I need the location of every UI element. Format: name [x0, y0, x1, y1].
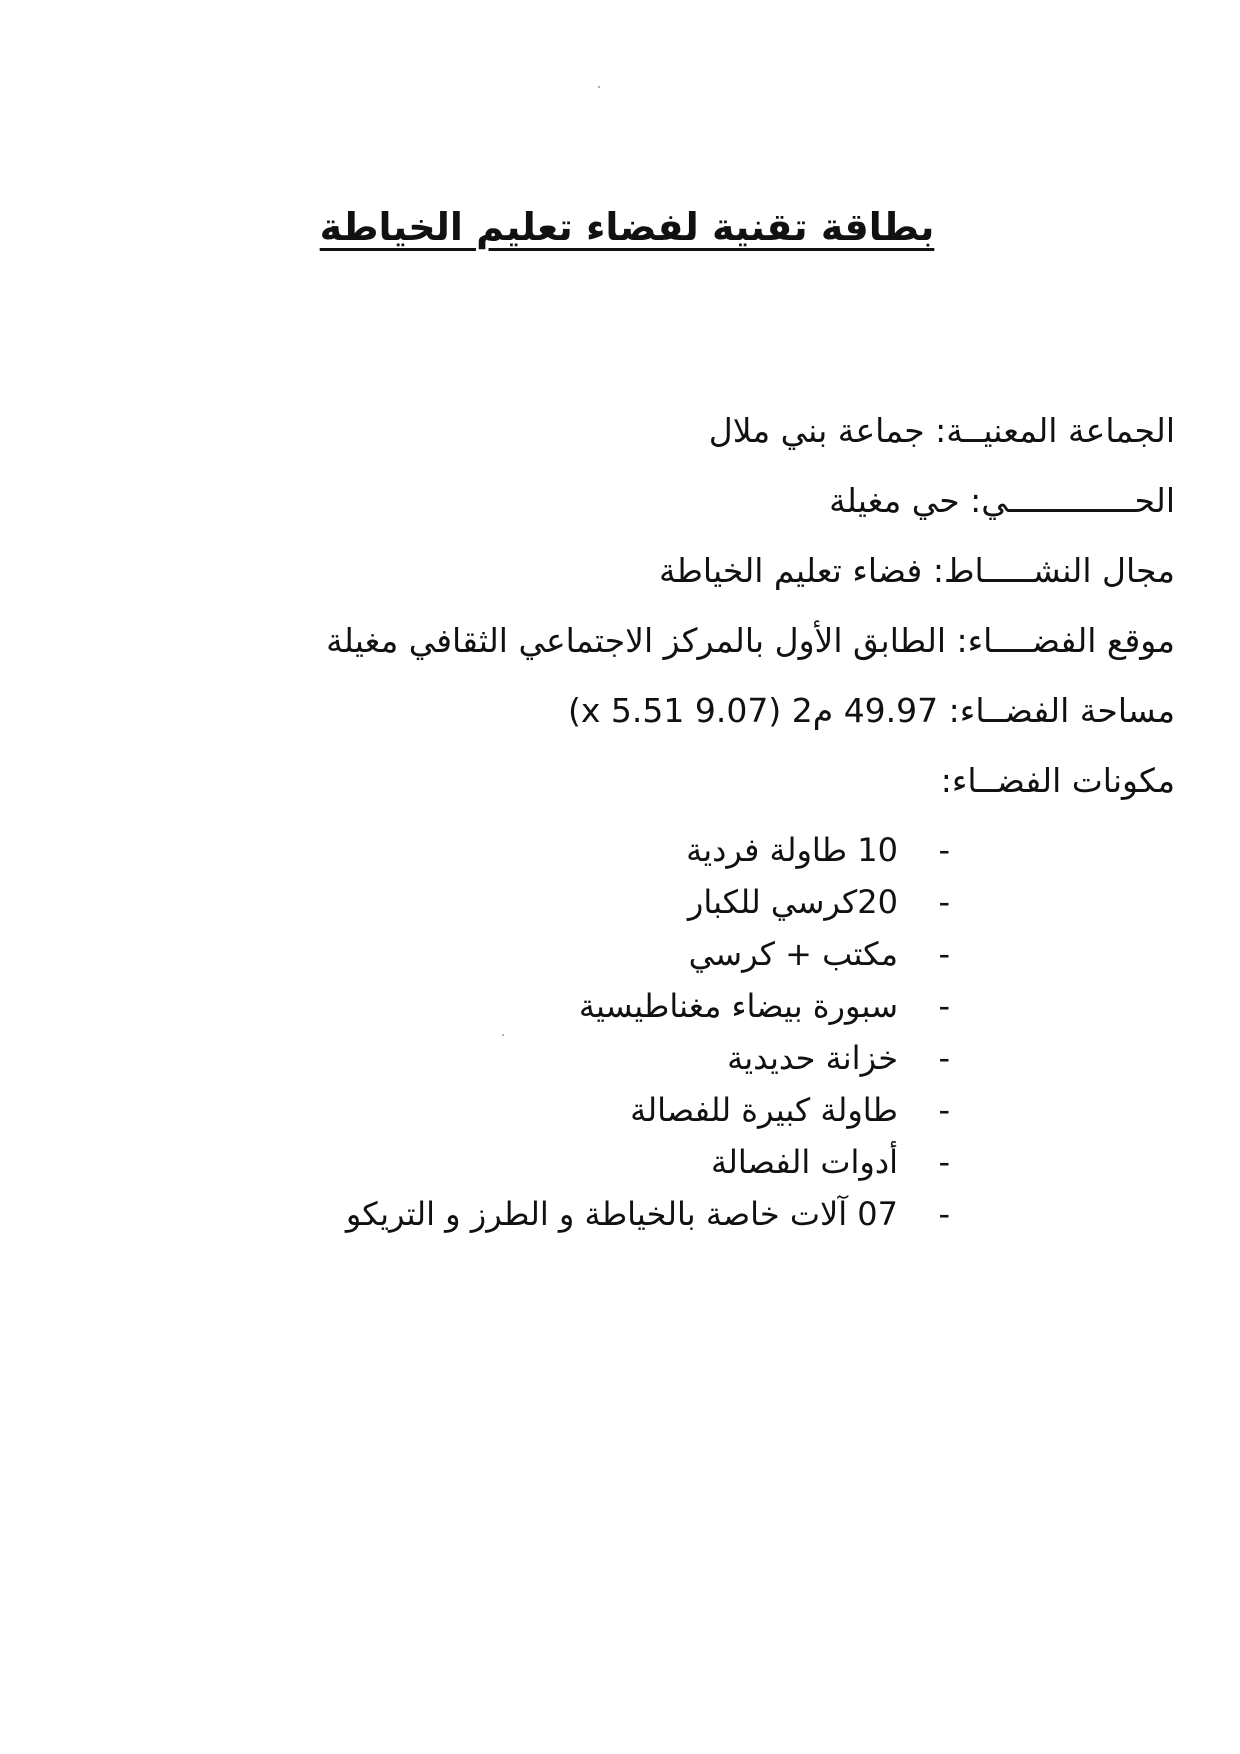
list-marker: -: [938, 1039, 950, 1077]
list-item: [250, 876, 950, 928]
field-value: الطابق الأول بالمركز الاجتماعي الثقافي مغيلة: [326, 621, 957, 660]
list-item: [250, 1136, 950, 1188]
list-marker: -: [938, 935, 950, 973]
list-item: [250, 1032, 950, 1084]
field-value: 49.97 م2 (9.07 x 5.51): [568, 691, 949, 730]
field-value: فضاء تعليم الخياطة: [658, 551, 933, 590]
field-district: [275, 474, 1175, 544]
list-marker: -: [938, 831, 950, 869]
list-item-text: سبورة بيضاء مغناطيسية: [578, 987, 898, 1025]
field-label: مساحة الفضــاء: [959, 691, 1175, 730]
list-marker: -: [938, 987, 950, 1025]
list-item-text: 10 طاولة فردية: [686, 831, 898, 869]
list-item-text: أدوات الفصالة: [710, 1143, 898, 1181]
field-separator: :: [948, 691, 960, 730]
list-marker: -: [938, 1091, 950, 1129]
field-value: حي مغيلة: [829, 481, 971, 520]
field-separator: :: [970, 481, 982, 520]
field-commune: [275, 404, 1175, 474]
field-value: جماعة بني ملال: [708, 411, 936, 450]
list-item: [250, 980, 950, 1032]
list-marker: -: [938, 1143, 950, 1181]
field-label: الحـــــــــــــي: [981, 481, 1175, 520]
list-item: [250, 1188, 950, 1240]
field-components-heading: [275, 754, 1175, 824]
field-location: [275, 614, 1175, 684]
field-label: مجال النشـــــاط: [943, 551, 1175, 590]
field-separator: :: [940, 761, 952, 800]
list-item-text: 20كرسي للكبار: [687, 883, 898, 921]
list-item-text: طاولة كبيرة للفصالة: [630, 1091, 898, 1129]
list-item-text: مكتب + كرسي: [688, 935, 898, 973]
scan-speck: [598, 86, 600, 88]
document-title: بطاقة تقنية لفضاء تعليم الخياطة: [319, 205, 935, 249]
list-item-text: خزانة حديدية: [727, 1039, 898, 1077]
components-list: [250, 824, 950, 1240]
info-fields: [275, 404, 1175, 824]
field-separator: :: [956, 621, 968, 660]
list-marker: -: [938, 883, 950, 921]
list-item-text: 07 آلات خاصة بالخياطة و الطرز و التريكو: [345, 1195, 898, 1233]
list-item: [250, 1084, 950, 1136]
field-area: [275, 684, 1175, 754]
list-item: [250, 928, 950, 980]
field-label: الجماعة المعنيــة: [946, 411, 1175, 450]
field-label: مكونات الفضــاء: [951, 761, 1175, 800]
field-activity: [275, 544, 1175, 614]
title-container: [0, 200, 1240, 254]
field-label: موقع الفضــــاء: [967, 621, 1175, 660]
field-separator: :: [932, 551, 944, 590]
list-marker: -: [938, 1195, 950, 1233]
list-item: [250, 824, 950, 876]
field-separator: :: [935, 411, 947, 450]
